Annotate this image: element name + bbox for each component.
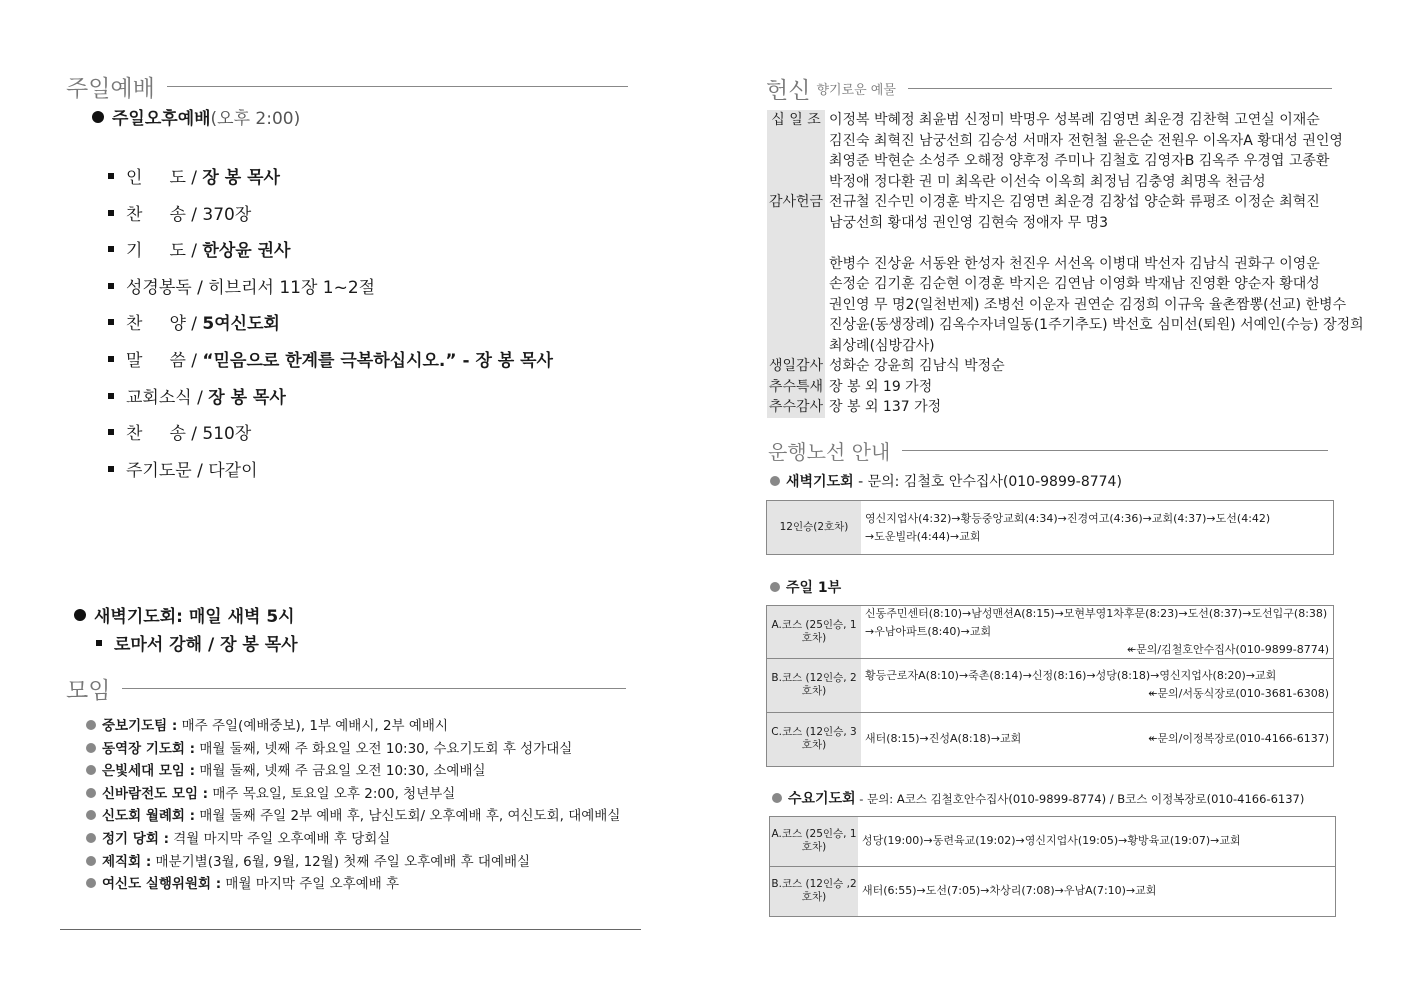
bullet-icon (74, 609, 86, 621)
route-line: 새터(8:15)→진성A(8:18)→교회 (865, 732, 1022, 746)
offering-subtitle: 향기로운 예물 (816, 83, 896, 98)
sunday-route-table (766, 605, 1334, 767)
route-label: A.코스 (25인승, 1호차) (767, 606, 861, 658)
meeting-desc: 격월 마지막 주일 오후예배 후 당회실 (168, 830, 391, 847)
square-bullet-icon (108, 356, 114, 362)
offering-line: 최영준 박현순 소성주 오해정 양후정 주미나 김철호 김영자B 김옥주 우경엽 고종환 (829, 153, 1330, 169)
order-label: 말 씀 (126, 350, 186, 371)
sunday-route-name: 주일 1부 (786, 580, 842, 596)
bullet-icon (86, 856, 96, 866)
separator: / (191, 387, 209, 408)
offering-line: 최상례(심방감사) (829, 337, 935, 354)
route-stops (861, 501, 1333, 554)
worship-header (66, 70, 628, 103)
service-time: (오후 2:00) (210, 109, 301, 129)
order-value: 한상윤 권사 (202, 241, 291, 262)
bullet-icon (86, 720, 96, 730)
route-row (770, 817, 1335, 867)
square-bullet-icon (108, 466, 114, 472)
sunday-route-heading (770, 577, 841, 597)
route-stops (858, 817, 1335, 866)
route-label: 12인승(2호차) (767, 501, 861, 554)
meetings-title: 모임 (66, 678, 111, 704)
offering-row (767, 110, 1342, 192)
meeting-name: 신도회 월례회 : (102, 808, 196, 825)
square-bullet-icon (108, 393, 114, 399)
meeting-item (86, 851, 620, 874)
offering-line: 권인영 무 명2(일천번제) 조병선 이운자 권연순 김정희 이규욱 율촌짬뽕(선교) 한병수 (829, 296, 1347, 313)
route-contact: ↞문의/김철호안수집사(010-9899-8774) (1126, 643, 1329, 657)
order-label: 주기도문 (126, 460, 192, 481)
square-bullet-icon (108, 210, 114, 216)
order-item (108, 456, 553, 493)
bullet-icon (86, 833, 96, 843)
order-of-service (108, 163, 553, 492)
order-value: 370장 (202, 204, 252, 225)
bullet-icon (86, 878, 96, 888)
offering-header (766, 72, 1332, 105)
meeting-name: 신바람전도 모임 : (102, 785, 209, 802)
meeting-desc: 매월 마지막 주일 오후예배 후 (221, 876, 400, 893)
separator: / (185, 168, 203, 188)
separator: / (185, 204, 203, 225)
offering-names (825, 377, 1342, 398)
route-label: A.코스 (25인승, 1호차) (770, 817, 858, 866)
route-label: B.코스 (12인승, 2호차) (767, 659, 861, 711)
route-line: →우남아파트(8:40)→교회 (865, 625, 992, 639)
order-label: 찬 송 (126, 204, 186, 225)
route-stops (858, 867, 1335, 917)
dawn-prayer (74, 602, 298, 655)
offering-line: 한병수 진상윤 서동완 한성자 천진우 서선옥 이병대 박선자 김남식 권화구 이영운 (829, 255, 1320, 272)
route-stops (861, 659, 1333, 711)
offering-line: 남궁선희 황대성 권인영 김현숙 정애자 무 명3 (829, 214, 1109, 231)
offering-line: 성화순 강윤희 김남식 박정순 (829, 358, 1005, 374)
order-label: 찬 양 (126, 314, 186, 335)
meeting-desc: 매주 주일(예배중보), 1부 예배시, 2부 예배시 (177, 718, 449, 734)
offering-names (825, 356, 1342, 377)
divider (902, 450, 1328, 451)
bullet-icon (86, 810, 96, 820)
route-row (767, 713, 1333, 766)
square-bullet-icon (108, 283, 114, 289)
offering-row (767, 397, 1342, 418)
dawn-route-table (766, 500, 1334, 555)
meeting-name: 제직회 : (102, 853, 152, 870)
dawn-route-name: 새벽기도회 (786, 474, 854, 490)
wed-route-name: 수요기도회 (788, 791, 856, 807)
order-item (108, 200, 553, 237)
meeting-item (86, 783, 620, 806)
offering-line (829, 233, 1364, 254)
offering-row (767, 192, 1364, 356)
separator: / (191, 277, 209, 298)
divider (122, 688, 626, 689)
meeting-desc: 매월 둘째, 넷째 주 금요일 오전 10:30, 소예배실 (195, 763, 486, 780)
offering-label: 감사헌금 (767, 192, 825, 356)
route-row (770, 867, 1335, 917)
offering-title: 헌신 (766, 78, 811, 104)
bullet-icon (86, 788, 96, 798)
meeting-name: 은빛세대 모임 : (102, 763, 196, 780)
route-contact: ↞문의/서동식장로(010-3681-6308) (1148, 687, 1329, 701)
offering-names (825, 110, 1343, 192)
bullet-icon (86, 765, 96, 775)
offering-row (767, 356, 1342, 377)
offering-line: 진상윤(동생장례) 김옥수자녀일동(1주기추도) 박선호 심미선(퇴원) 서예인(수능) 장정희 (829, 317, 1364, 333)
offering-line: 김진숙 최혁진 남궁선희 김승성 서매자 전헌철 윤은순 전원우 이옥자A 황대성 권인영 (829, 132, 1343, 149)
meeting-desc: 매주 목요일, 토요일 오후 2:00, 청년부실 (208, 785, 456, 802)
meeting-item (86, 738, 620, 761)
dawn-route-contact: - 문의: 김철호 안수집사(010-9899-8774) (853, 474, 1122, 490)
meeting-name: 여신도 실행위원회 : (102, 876, 222, 893)
dawn-route-heading (770, 471, 1122, 491)
wed-route-table (769, 816, 1336, 917)
offering-line: 장 봉 외 19 가정 (829, 378, 933, 395)
bullet-icon (770, 476, 780, 486)
offering-line: 장 봉 외 137 가정 (829, 399, 942, 415)
order-item (108, 309, 553, 346)
square-bullet-icon (108, 246, 114, 252)
meetings-header (66, 672, 626, 705)
divider (167, 86, 628, 87)
meeting-desc: 매월 둘째 주일 2부 예배 후, 남신도회/ 오후예배 후, 여신도회, 대예배실 (195, 808, 621, 825)
order-value: 다같이 (208, 460, 258, 481)
order-label: 교회소식 (126, 387, 192, 408)
dawn-item: 로마서 강해 / 장 봉 목사 (114, 635, 298, 655)
route-line: 신동주민센터(8:10)→남성맨션A(8:15)→모현부영1차후문(8:23)→도선(8:37)→도선입구(8:38) (865, 607, 1328, 621)
route-line: →도운빌라(4:44)→교회 (865, 529, 981, 543)
route-label: C.코스 (12인승, 3호차) (767, 713, 861, 766)
meeting-item (86, 715, 620, 738)
order-item (108, 346, 553, 383)
order-value: 장 봉 목사 (202, 168, 280, 188)
separator: / (191, 460, 209, 481)
bullet-icon (772, 793, 782, 803)
offering-line: 이정복 박혜정 최윤범 신정미 박명우 성복례 김영면 최운경 김찬혁 고연실 이재순 (829, 112, 1320, 128)
square-bullet-icon (108, 319, 114, 325)
order-value: 히브리서 11장 1~2절 (208, 277, 376, 298)
route-row (767, 606, 1333, 659)
meeting-name: 동역장 기도회 : (102, 740, 196, 757)
routes-header (768, 436, 1328, 465)
offering-line: 전규철 진수민 이경훈 박지은 김영면 최운경 김창섭 양순화 류평조 이정순 최혁진 (829, 194, 1320, 210)
order-label: 기 도 (126, 241, 186, 262)
order-label: 인 도 (126, 168, 186, 188)
order-item (108, 273, 553, 310)
service-name: 주일오후예배 (112, 109, 211, 129)
square-bullet-icon (108, 429, 114, 435)
order-value: 장 봉 목사 (208, 387, 286, 408)
route-line-wrap (865, 730, 1329, 748)
divider (908, 88, 1332, 89)
separator: / (185, 424, 203, 445)
offering-label: 십 일 조 (767, 110, 825, 192)
wed-route-heading (772, 788, 1304, 808)
routes-title: 운행노선 안내 (768, 440, 891, 464)
order-label: 찬 송 (126, 424, 186, 445)
meeting-desc: 매월 둘째, 넷째 주 화요일 오전 10:30, 수요기도회 후 성가대실 (195, 740, 573, 757)
order-item (108, 419, 553, 456)
meeting-item (86, 805, 620, 828)
offering-label: 생일감사 (767, 356, 825, 377)
route-row (767, 659, 1333, 712)
offering-row (767, 377, 1342, 398)
bottom-divider (60, 929, 641, 930)
service-heading (92, 104, 300, 129)
offering-names (825, 397, 1342, 418)
route-label: B.코스 (12인승 ,2호차) (770, 867, 858, 917)
bullet-icon (86, 743, 96, 753)
order-value: 510장 (202, 424, 252, 445)
route-row (767, 501, 1333, 554)
square-bullet-icon (96, 640, 102, 646)
meeting-item (86, 760, 620, 783)
separator: / (185, 314, 203, 335)
separator: / (185, 350, 203, 371)
wed-route-contact: - 문의: A코스 김철호안수집사(010-9899-8774) / B코스 이정복장로(010-4166-6137) (855, 792, 1305, 806)
offering-names (825, 192, 1364, 356)
route-stops (861, 713, 1333, 766)
dawn-title: 새벽기도회: 매일 새벽 5시 (94, 607, 295, 627)
route-line: 영신지업사(4:32)→황등중앙교회(4:34)→진경여고(4:36)→교회(4:37)→도선(4:42) (865, 511, 1271, 525)
order-item (108, 163, 553, 200)
bullet-icon (770, 582, 780, 592)
worship-title: 주일예배 (66, 76, 155, 102)
route-line: 성당(19:00)→동련육교(19:02)→영신지업사(19:05)→황방육교(19:07)→교회 (862, 834, 1241, 848)
order-value: “믿음으로 한계를 극복하십시오.” - 장 봉 목사 (202, 350, 553, 371)
route-stops (861, 606, 1333, 658)
meeting-item (86, 873, 620, 896)
order-item (108, 236, 553, 273)
route-line: 황등근로자A(8:10)→죽촌(8:14)→신정(8:16)→성당(8:18)→영신지업사(8:20)→교회 (865, 669, 1277, 683)
square-bullet-icon (108, 173, 114, 179)
meeting-desc: 매분기별(3월, 6월, 9월, 12월) 첫째 주일 오후예배 후 대예배실 (151, 853, 531, 870)
meeting-item (86, 828, 620, 851)
route-line: 새터(6:55)→도선(7:05)→차상리(7:08)→우남A(7:10)→교회 (862, 884, 1157, 898)
offerings-table (767, 110, 1364, 418)
route-contact: ↞문의/이정복장로(010-4166-6137) (1148, 732, 1329, 746)
offering-label: 추수감사 (767, 397, 825, 418)
separator: / (185, 241, 203, 262)
meeting-name: 정기 당회 : (102, 830, 169, 847)
order-item (108, 383, 553, 420)
bullet-icon (92, 111, 104, 123)
order-value: 5여신도회 (202, 314, 280, 335)
offering-line: 손정순 김기훈 김순현 이경훈 박지은 김연남 이영화 박재남 진영환 양순자 황대성 (829, 276, 1320, 292)
meeting-name: 중보기도팀 : (102, 718, 178, 734)
meetings-list (86, 715, 620, 896)
offering-line: 박정애 정다환 권 미 최옥란 이선숙 이옥희 최정님 김충영 최명옥 천금성 (829, 173, 1266, 190)
order-label: 성경봉독 (126, 277, 192, 298)
offering-label: 추수특새 (767, 377, 825, 398)
